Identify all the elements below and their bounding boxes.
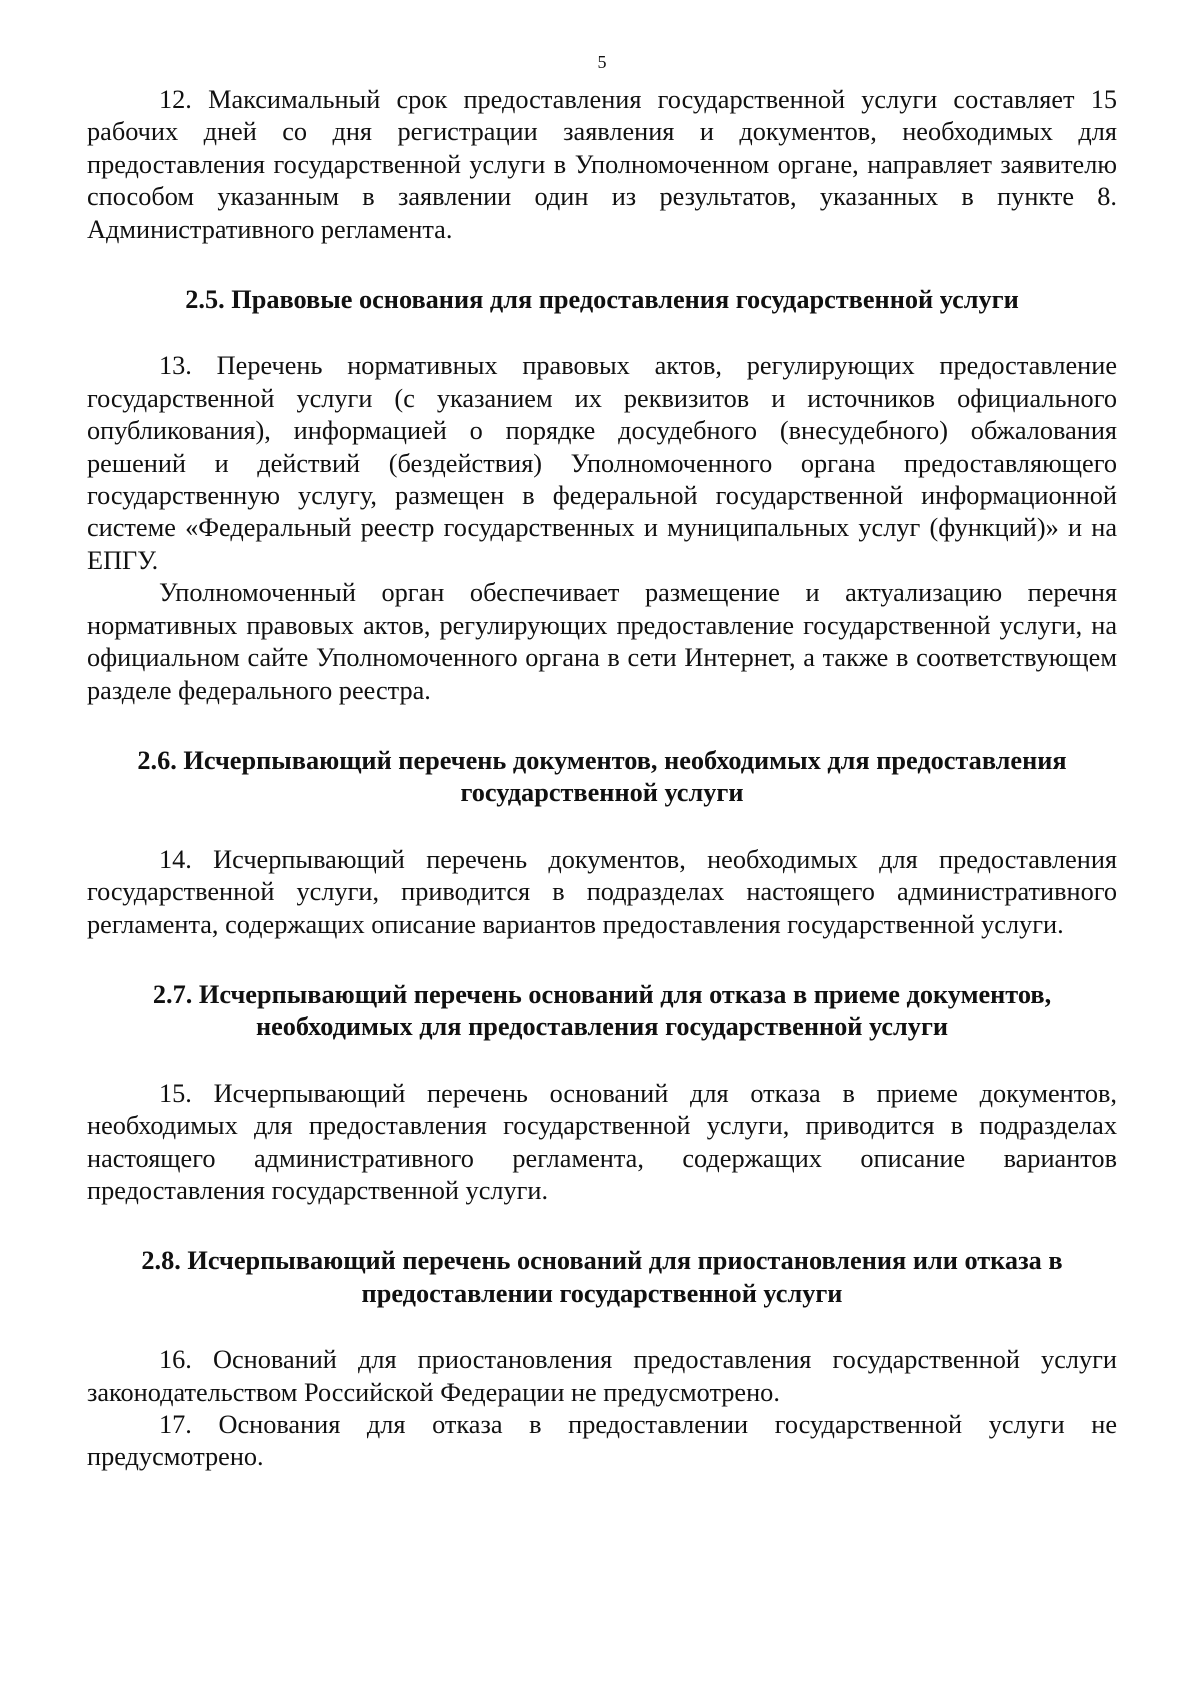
paragraph-15: 15. Исчерпывающий перечень оснований для отказа в приеме документов, необходимых для предоставления государственной услуги, приводится в подразделах настоящего административного регламента, содержащих описание вариантов предоставления государственной услуги. [87, 1078, 1117, 1205]
paragraph-16: 16. Оснований для приостановления предоставления государственной услуги законодательством Российской Федерации не предусмотрено. [87, 1345, 1117, 1407]
paragraph-13-continuation: Уполномоченный орган обеспечивает размещение и актуализацию перечня нормативных правовых актов, регулирующих предоставление государственной услуги, на официальном сайте Уполномоченного органа в сети Интернет, а также в соответствующем разделе федерального реестра. [87, 578, 1117, 705]
section-heading-2-6: 2.6. Исчерпывающий перечень документов, необходимых для предоставления государственной услуги [137, 745, 1067, 808]
paragraph-17: 17. Основания для отказа в предоставлении государственной услуги не предусмотрено. [87, 1410, 1117, 1472]
section-heading-2-5: 2.5. Правовые основания для предоставления государственной услуги [185, 285, 1019, 315]
page-number: 5 [597, 52, 607, 72]
section-heading-2-8: 2.8. Исчерпывающий перечень оснований для приостановления или отказа в предоставлении государственной услуги [141, 1246, 1063, 1308]
paragraph-14: 14. Исчерпывающий перечень документов, необходимых для предоставления государственной услуги, приводится в подразделах настоящего административного регламента, содержащих описание вариантов предоставления государственной услуги. [87, 844, 1117, 939]
paragraph-13: 13. Перечень нормативных правовых актов, регулирующих предоставление государственной услуги (с указанием их реквизитов и источников официального опубликования), информацией о порядке досудебного (внесудебного) обжалования решений и действий (бездействия) Уполномоченного органа предоставляющего государственную услугу, размещен в федеральной государственной информационной системе «Федеральный реестр государственных и муниципальных услуг (функций)» и на ЕПГУ. [87, 351, 1117, 575]
document-page [87, 48, 1117, 1474]
section-heading-2-7: 2.7. Исчерпывающий перечень оснований для отказа в приеме документов, необходимых для предоставления государственной услуги [152, 979, 1052, 1042]
paragraph-12: 12. Максимальный срок предоставления государственной услуги составляет 15 рабочих дней со дня регистрации заявления и документов, необходимых для предоставления государственной услуги в Уполномоченном органе, направляет заявителю способом указанным в заявлении один из результатов, указанных в пункте 8. Административного регламента. [87, 85, 1117, 244]
